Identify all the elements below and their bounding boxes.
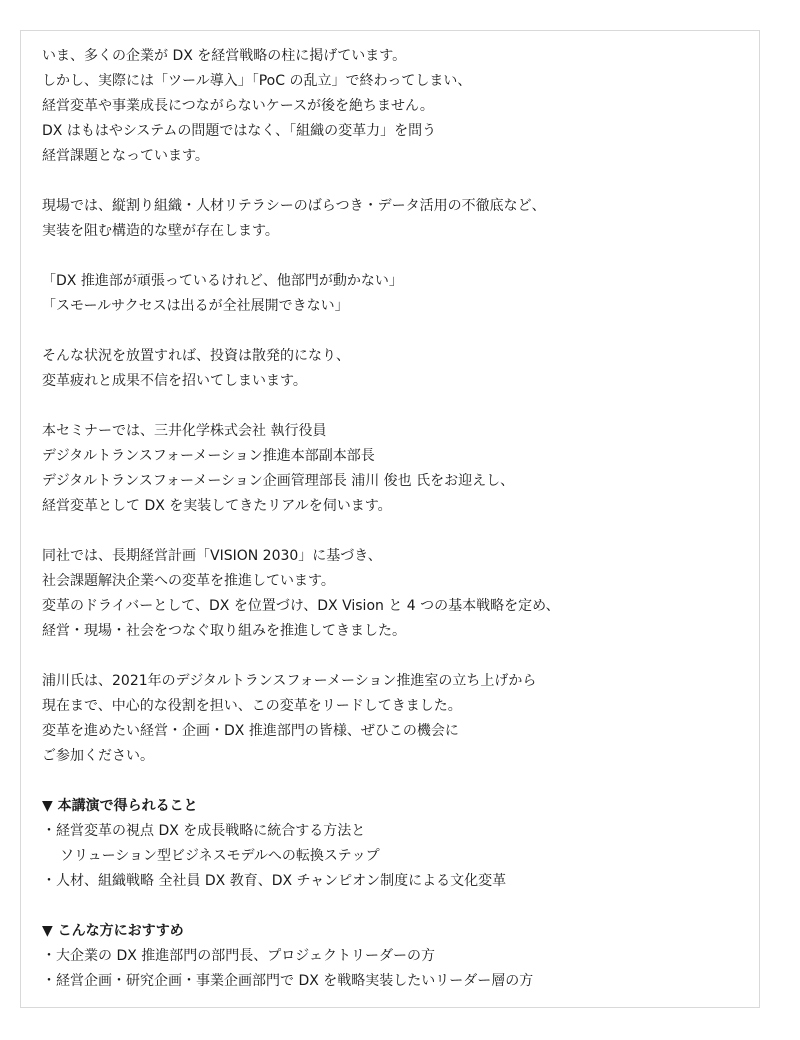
paragraph-spacer	[42, 244, 749, 269]
invitation-line: 浦川氏は、2021年のデジタルトランスフォーメーション推進室の立ち上げから	[42, 673, 537, 689]
takeaways-heading: ▼ 本講演で得られること	[42, 798, 198, 814]
invitation-line: 現在まで、中心的な役割を担い、この変革をリードしてきました。	[42, 698, 462, 714]
invitation-line: ご参加ください。	[42, 748, 154, 764]
paragraph-spacer	[42, 319, 749, 344]
paragraph-spacer	[42, 394, 749, 419]
company-line: 変革のドライバーとして、DX を位置づけ、DX Vision と 4 つの基本戦略を定め、	[42, 598, 560, 614]
quote-line: 「DX 推進部が頑張っているけれど、他部門が動かない」	[42, 273, 403, 289]
paragraph-spacer	[42, 769, 749, 794]
paragraph-spacer	[42, 644, 749, 669]
company-line: 経営・現場・社会をつなぐ取り組みを推進してきました。	[42, 623, 406, 639]
paragraph-spacer	[42, 169, 749, 194]
barriers-line: 実装を阻む構造的な壁が存在します。	[42, 223, 279, 239]
quote-line: 「スモールサクセスは出るが全社展開できない」	[42, 298, 349, 314]
invitation-line: 変革を進めたい経営・企画・DX 推進部門の皆様、ぜひこの機会に	[42, 723, 459, 739]
audience-item: ・大企業の DX 推進部門の部門長、プロジェクトリーダーの方	[42, 948, 435, 964]
intro-line: 経営課題となっています。	[42, 148, 209, 164]
consequence-line: そんな状況を放置すれば、投資は散発的になり、	[42, 348, 350, 364]
takeaway-item: ・経営変革の視点 DX を成長戦略に統合する方法と	[42, 823, 366, 839]
paragraph-spacer	[42, 519, 749, 544]
barriers-line: 現場では、縦割り組織・人材リテラシーのばらつき・データ活用の不徹底など、	[42, 198, 546, 214]
company-line: 社会課題解決企業への変革を推進しています。	[42, 573, 335, 589]
speaker-line: デジタルトランスフォーメーション企画管理部長 浦川 俊也 氏をお迎えし、	[42, 473, 515, 489]
paragraph-spacer	[42, 894, 749, 919]
audience-item: ・経営企画・研究企画・事業企画部門で DX を戦略実装したいリーダー層の方	[42, 973, 534, 989]
speaker-line: 本セミナーでは、三井化学株式会社 執行役員	[42, 423, 327, 439]
speaker-line: デジタルトランスフォーメーション推進本部副本部長	[42, 448, 375, 464]
seminar-description-panel	[20, 30, 760, 1008]
intro-line: しかし、実際には「ツール導入」「PoC の乱立」で終わってしまい、	[42, 73, 472, 89]
intro-line: 経営変革や事業成長につながらないケースが後を絶ちません。	[42, 98, 434, 114]
speaker-line: 経営変革として DX を実装してきたリアルを伺います。	[42, 498, 392, 514]
takeaway-item: ・人材、組織戦略 全社員 DX 教育、DX チャンピオン制度による文化変革	[42, 873, 507, 889]
seminar-description-text	[42, 44, 749, 994]
intro-line: DX はもはやシステムの問題ではなく、「組織の変革力」を問う	[42, 123, 437, 139]
audience-heading: ▼ こんな方におすすめ	[42, 923, 184, 939]
company-line: 同社では、長期経営計画「VISION 2030」に基づき、	[42, 548, 382, 564]
takeaway-item-continuation: ソリューション型ビジネスモデルへの転換ステップ	[60, 848, 380, 864]
intro-line: いま、多くの企業が DX を経営戦略の柱に掲げています。	[42, 48, 407, 64]
consequence-line: 変革疲れと成果不信を招いてしまいます。	[42, 373, 307, 389]
